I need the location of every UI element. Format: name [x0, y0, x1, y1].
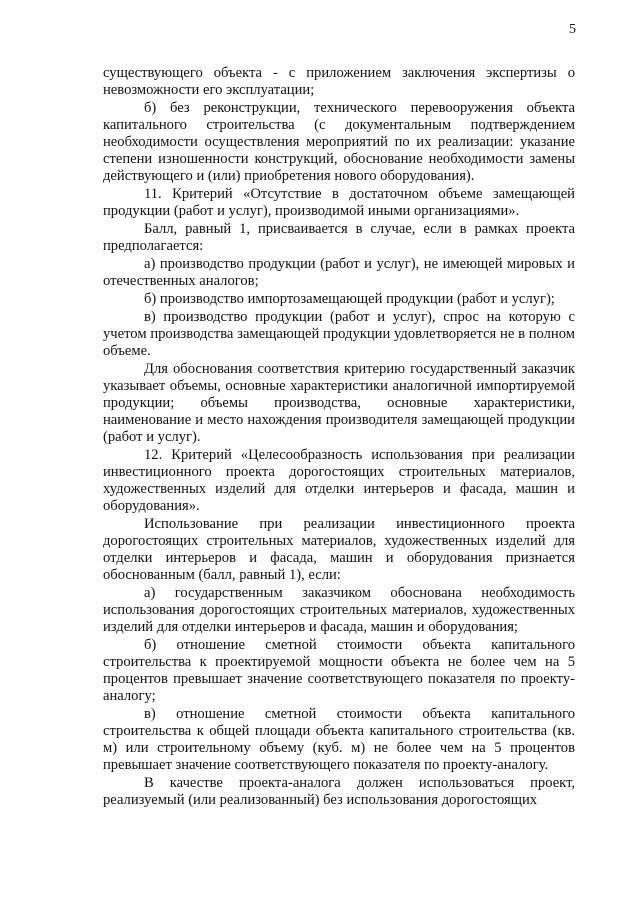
document-body: [103, 65, 575, 810]
paragraph-analog-project: В качестве проекта-аналога должен использоваться проект, реализуемый (или реализованный) без использования дорогостоящих: [103, 775, 575, 808]
paragraph-continuation: существующего объекта - с приложением заключения экспертизы о невозможности его эксплуатации;: [103, 65, 575, 98]
paragraph-subitem-a: а) производство продукции (работ и услуг), не имеющей мировых и отечественных аналогов;: [103, 256, 575, 289]
paragraph-subitem-a-necessity: а) государственным заказчиком обоснована необходимость использования дорогостоящих строительных материалов, художественных изделий для отделки интерьеров и фасада, машин и оборудования;: [103, 585, 575, 635]
paragraph-subitem-v: в) производство продукции (работ и услуг), спрос на которую с учетом производства замещающей продукции удовлетворяется не в полном объеме.: [103, 309, 575, 359]
paragraph-subitem-b-reconstruction: б) без реконструкции, технического перевооружения объекта капитального строительства (с документальным подтверждением необходимости осуществления мероприятий по их реализации: указание степени изношенности конструкций, обоснование необходимости замены действующего и (или) приобретения нового оборудования).: [103, 100, 575, 184]
page-number: 5: [569, 22, 576, 37]
paragraph-subitem-b: б) производство импортозамещающей продукции (работ и услуг);: [144, 291, 555, 307]
paragraph-criterion-11: 11. Критерий «Отсутствие в достаточном объеме замещающей продукции (работ и услуг), производимой иными организациями».: [103, 186, 575, 219]
paragraph-subitem-b-capacity-ratio: б) отношение сметной стоимости объекта капитального строительства к проектируемой мощности объекта не более чем на 5 процентов превышает значение соответствующего показателя по проекту-аналогу;: [103, 637, 575, 704]
paragraph-score-condition: Балл, равный 1, присваивается в случае, если в рамках проекта предполагается:: [103, 221, 575, 254]
paragraph-justification: Для обоснования соответствия критерию государственный заказчик указывает объемы, основные характеристики аналогичной импортируемой продукции; объемы производства, основные характеристики, наименование и место нахождения производителя замещающей продукции (работ и услуг).: [103, 361, 575, 445]
paragraph-subitem-v-area-ratio: в) отношение сметной стоимости объекта капитального строительства к общей площади объекта капитального строительства (кв. м) или строительному объему (куб. м) не более чем на 5 процентов превышает значение соответствующего показателя по проекту-аналогу.: [103, 706, 575, 773]
paragraph-usage-justified: Использование при реализации инвестиционного проекта дорогостоящих строительных материалов, художественных изделий для отделки интерьеров и фасада, машин и оборудования признается обоснованным (балл, равный 1), если:: [103, 516, 575, 583]
paragraph-criterion-12: 12. Критерий «Целесообразность использования при реализации инвестиционного проекта дорогостоящих строительных материалов, художественных изделий для отделки интерьеров и фасада, машин и оборудования».: [103, 447, 575, 514]
